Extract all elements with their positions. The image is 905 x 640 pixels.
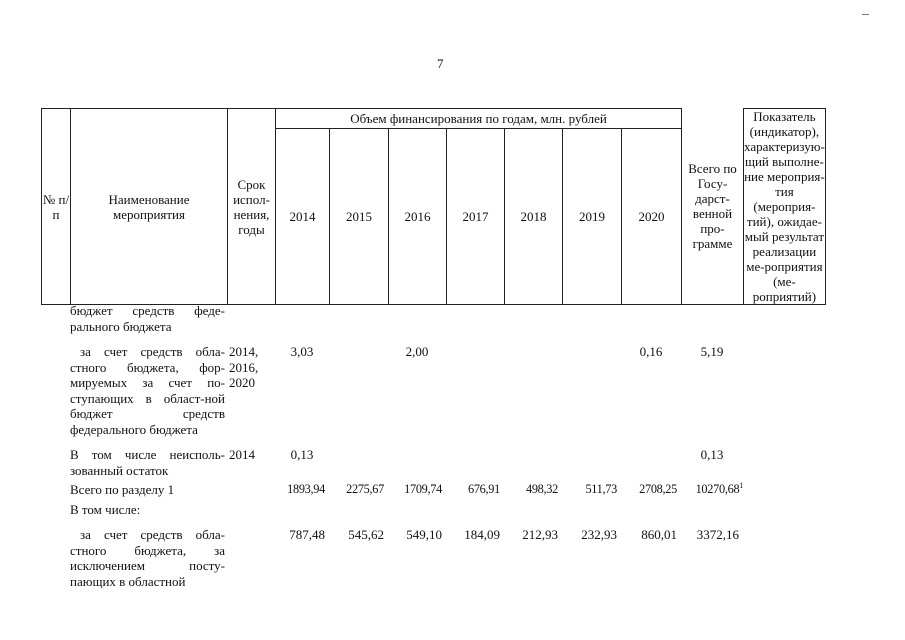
row-value [329, 437, 388, 478]
header-year: 2015 [330, 129, 389, 305]
row-value: 2708,25 [639, 482, 677, 496]
row-value [275, 498, 329, 518]
table-row-total [41, 478, 806, 498]
row-value [388, 303, 446, 334]
row-name: Всего по разделу 1 [70, 482, 175, 497]
row-term: 2014, 2016, 2020 [229, 344, 259, 390]
row-value: 545,62 [348, 527, 384, 542]
row-value: 184,09 [464, 527, 500, 542]
row-name: за счет средств обла-стного бюджета, за исключением посту-пающих в областной [70, 527, 225, 589]
header-year: 2019 [563, 129, 622, 305]
row-value [446, 334, 504, 437]
header-term: Срок испол-нения, годы [228, 109, 276, 305]
row-value [621, 437, 681, 478]
row-value: 212,93 [522, 527, 558, 542]
row-value: 676,91 [467, 482, 500, 496]
row-value: 1893,94 [287, 482, 325, 496]
row-value: 860,01 [641, 527, 677, 542]
header-year: 2018 [505, 129, 563, 305]
scan-mark [862, 14, 869, 15]
row-total [681, 478, 743, 498]
row-term [227, 517, 275, 589]
row-value [621, 303, 681, 334]
row-value [446, 498, 504, 518]
row-value [562, 498, 621, 518]
row-value [388, 437, 446, 478]
row-total-value: 10270,68 [695, 482, 740, 496]
header-year: 2014 [276, 129, 330, 305]
row-term: 2014 [229, 447, 255, 462]
row-name: бюджет средств феде-рального бюджета [70, 303, 225, 334]
row-value [504, 303, 562, 334]
row-value [562, 437, 621, 478]
row-value: 2,00 [405, 344, 429, 359]
header-no: № п/п [42, 109, 71, 305]
table-row [41, 498, 806, 518]
table-row [41, 517, 806, 589]
row-value [329, 498, 388, 518]
row-value: 0,13 [290, 447, 314, 462]
row-name: В том числе неисполь-зованный остаток [70, 447, 225, 478]
row-value: 3,03 [290, 344, 314, 359]
header-name: Наименование мероприятия [71, 109, 228, 305]
row-total: 0,13 [700, 447, 724, 462]
header-indicator: Показатель (индикатор), характеризую-щий выполне-ние мероприя-тия (мероприя-тий), ожидае-мый результат реализации ме-роприятия (ме-роприятий) [744, 109, 825, 304]
row-value [504, 437, 562, 478]
row-value [504, 334, 562, 437]
header-year: 2017 [447, 129, 505, 305]
row-total: 5,19 [700, 344, 724, 359]
footnote-marker: 1 [739, 480, 743, 490]
row-value [329, 334, 388, 437]
table-body [41, 303, 806, 589]
row-value: 511,73 [585, 482, 617, 496]
header-total: Всего по Госу-дарст-венной про-грамме [682, 109, 744, 305]
table-header [41, 108, 826, 305]
row-value [562, 303, 621, 334]
row-value [388, 498, 446, 518]
row-total [681, 303, 743, 334]
row-term [227, 498, 275, 518]
row-value [562, 334, 621, 437]
row-value: 549,10 [406, 527, 442, 542]
row-value: 498,32 [525, 482, 558, 496]
row-value: 787,48 [289, 527, 325, 542]
row-value [275, 303, 329, 334]
row-value: 1709,74 [404, 482, 442, 496]
row-value: 0,16 [639, 344, 663, 359]
row-value [621, 498, 681, 518]
row-total [681, 498, 743, 518]
row-value [446, 437, 504, 478]
row-value: 2275,67 [346, 482, 384, 496]
header-year: 2016 [389, 129, 447, 305]
row-total: 3372,16 [696, 527, 739, 542]
row-name: за счет средств обла-стного бюджета, фор-мируемых за счет по-ступающих в област-ной бюджет средств федерального бюджета [70, 344, 225, 437]
row-value [446, 303, 504, 334]
row-value: 232,93 [581, 527, 617, 542]
row-term [227, 478, 275, 498]
row-value [329, 303, 388, 334]
header-year: 2020 [622, 129, 682, 305]
table-row [41, 334, 806, 437]
page-number: 7 [437, 56, 444, 71]
header-financing: Объем финансирования по годам, млн. рублей [276, 109, 682, 129]
table-row [41, 437, 806, 478]
row-name: В том числе: [70, 501, 141, 517]
row-value [504, 498, 562, 518]
table-row [41, 303, 806, 334]
row-term [227, 303, 275, 334]
